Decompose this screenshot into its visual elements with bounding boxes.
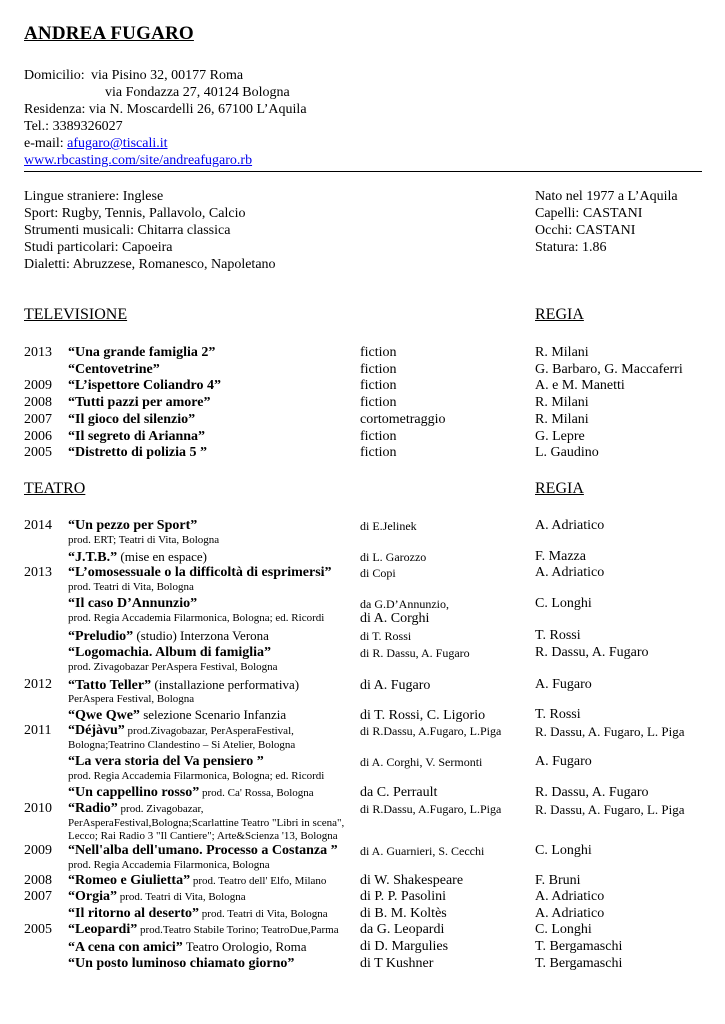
theatre-director: T. Rossi [535,707,581,722]
theatre-director: T. Bergamaschi [535,956,623,971]
telephone: Tel.: 3389326027 [24,119,123,134]
theatre-title-text: “Radio” [68,801,118,816]
theatre-heading: TEATRO [24,480,86,497]
tv-year: 2006 [24,428,52,444]
theatre-director: C. Longhi [535,596,592,611]
theatre-director: R. Dassu, A. Fugaro, L. Piga [535,802,685,817]
theatre-title [68,677,299,694]
theatre-title [68,754,264,770]
tv-category: fiction [360,428,397,444]
theatre-title-text: “La vera storia del Va pensiero ” [68,754,264,769]
theatre-director: A. Fugaro [535,754,592,769]
theatre-title-text: “Un cappellino rosso” [68,785,200,800]
theatre-author: di A. Fugaro [360,678,431,693]
tv-title: “Una grande famiglia 2” [68,345,216,360]
theatre-title [68,873,326,889]
theatre-title [68,939,307,956]
domicilio-label: Domicilio: [24,68,85,83]
theatre-year: 2010 [24,801,52,816]
info-right-item: Capelli: CASTANI [535,206,643,221]
theatre-director: A. Fugaro [535,677,592,692]
theatre-author: di T Kushner [360,956,434,971]
theatre-title-note: (studio) Interzona Verona [133,628,269,643]
theatre-production: prod. Zivagobazar PerAspera Festival, Bologna [68,661,278,673]
theatre-title-note: prod. Teatro dell' Elfo, Milano [190,875,327,887]
theatre-year: 2012 [24,677,52,692]
theatre-author: da C. Perrault [360,785,438,800]
tv-category: fiction [360,395,397,411]
theatre-title-text: “Orgia” [68,889,117,904]
theatre-director: C. Longhi [535,843,592,858]
tv-director: R. Milani [535,345,589,360]
tv-category: fiction [360,345,397,360]
theatre-director: A. Adriatico [535,565,605,580]
tv-year: 2005 [24,445,52,461]
theatre-year: 2014 [24,518,52,533]
theatre-title [68,801,204,817]
theatre-production: prod. ERT; Teatri di Vita, Bologna [68,534,220,546]
theatre-year: 2008 [24,873,52,888]
theatre-year: 2011 [24,723,52,738]
theatre-director: C. Longhi [535,922,592,937]
email-line [24,135,168,152]
theatre-title [68,889,246,905]
theatre-director: R. Dassu, A. Fugaro [535,785,649,800]
theatre-year: 2005 [24,922,52,937]
theatre-title-text: “Nell'alba dell'umano. Processo a Costanza ” [68,843,338,858]
theatre-title-text: “Leopardi” [68,922,138,937]
header-divider [24,171,702,172]
theatre-title-note: prod. Teatri di Vita, Bologna [117,891,246,903]
theatre-title-text: “Tatto Teller” [68,678,152,693]
theatre-title-text: “Preludio” [68,629,134,644]
theatre-title [68,785,314,801]
theatre-production: prod. Regia Accademia Filarmonica, Bologna [68,859,270,871]
website-line [24,152,252,169]
theatre-author: di E.Jelinek [360,519,417,533]
theatre-author: di P. P. Pasolini [360,889,446,904]
theatre-author: di W. Shakespeare [360,873,464,888]
theatre-title-note: selezione Scenario Infanzia [139,707,287,722]
theatre-title-text: “Un pezzo per Sport” [68,518,198,533]
theatre-director: A. Adriatico [535,906,605,921]
tv-year: 2009 [24,378,52,394]
tv-title: “Distretto di polizia 5 ” [68,445,207,461]
theatre-author: di Copi [360,566,396,580]
theatre-title-text: “Romeo e Giulietta” [68,873,191,888]
residenza: Residenza: via N. Moscardelli 26, 67100 L’Aquila [24,102,307,117]
theatre-production: PerAsperaFestival,Bologna;Scarlattine Teatro "Libri in scena", [68,817,345,829]
info-right-item: Statura: 1.86 [535,240,607,255]
theatre-production: prod. Regia Accademia Filarmonica, Bologna; ed. Ricordi [68,612,325,624]
theatre-production: Lecco; Rai Radio 3 "Il Cantiere"; Arte&Scienza '13, Bologna [68,830,338,842]
theatre-author: di D. Margulies [360,939,449,954]
theatre-regia-heading: REGIA [535,480,584,497]
theatre-title-text: “Logomachia. Album di famiglia” [68,645,272,660]
theatre-title [68,645,271,661]
theatre-author: di L. Garozzo [360,550,427,564]
tv-category: fiction [360,378,397,394]
tv-title: “Il gioco del silenzio” [68,411,196,427]
domicilio-address-2: via Fondazza 27, 40124 Bologna [105,85,290,100]
theatre-author: di A. Guarnieri, S. Cecchi [360,844,485,858]
tv-category: fiction [360,445,397,461]
theatre-title-note: prod. Ca' Rossa, Bologna [199,787,314,799]
tv-year: 2013 [24,345,52,360]
domicilio-address-1: via Pisino 32, 00177 Roma [91,68,244,83]
theatre-title-text: “L’omosessuale o la difficoltà di esprimersi” [68,565,332,580]
theatre-production: Bologna;Teatrino Clandestino – Si Atelier, Bologna [68,739,296,751]
theatre-title-text: “Déjàvu” [68,723,125,738]
info-left-item: Sport: Rugby, Tennis, Pallavolo, Calcio [24,206,246,221]
theatre-author: di T. Rossi, C. Ligorio [360,708,486,723]
tv-title: “Tutti pazzi per amore” [68,395,211,411]
television-heading: TELEVISIONE [24,306,128,323]
theatre-title [68,518,197,534]
tv-title: “Centovetrine” [68,361,160,377]
theatre-production: prod. Regia Accademia Filarmonica, Bologna; ed. Ricordi [68,770,325,782]
theatre-director: T. Bergamaschi [535,939,623,954]
info-right-item: Nato nel 1977 a L’Aquila [535,189,678,204]
tv-title: “L’ispettore Coliandro 4” [68,378,221,394]
tv-year: 2007 [24,411,52,427]
theatre-director: T. Rossi [535,628,581,643]
theatre-title-note: (mise en espace) [117,549,208,564]
tv-category: cortometraggio [360,411,446,427]
theatre-author-line2: di A. Corghi [360,611,430,626]
tv-category: fiction [360,361,397,377]
theatre-author: di R. Dassu, A. Fugaro [360,646,470,660]
theatre-director: A. Adriatico [535,889,605,904]
tv-director: A. e M. Manetti [535,378,625,394]
theatre-author: di R.Dassu, A.Fugaro, L.Piga [360,802,502,816]
theatre-production: PerAspera Festival, Bologna [68,693,195,705]
info-left-item: Studi particolari: Capoeira [24,240,173,255]
theatre-title [68,906,328,922]
theatre-title [68,549,207,566]
website-link[interactable]: www.rbcasting.com/site/andreafugaro.rb [24,153,253,168]
theatre-director: F. Bruni [535,873,581,888]
tv-director: R. Milani [535,411,589,427]
info-left-item: Lingue straniere: Inglese [24,189,164,204]
theatre-title [68,956,294,972]
theatre-title [68,565,332,581]
theatre-author: da G. Leopardi [360,922,445,937]
theatre-author: da G.D’Annunzio, [360,597,449,611]
email-label: e-mail: [24,136,64,151]
info-left-item: Strumenti musicali: Chitarra classica [24,223,231,238]
theatre-year: 2007 [24,889,52,904]
tv-year: 2008 [24,395,52,411]
theatre-author: di R.Dassu, A.Fugaro, L.Piga [360,724,502,738]
theatre-title-text: “A cena con amici” [68,940,183,955]
theatre-year: 2013 [24,565,52,580]
television-regia-heading: REGIA [535,306,584,323]
tv-director: G. Barbaro, G. Maccaferri [535,361,683,377]
theatre-title-note: prod.Zivagobazar, PerAsperaFestival, [124,725,294,737]
theatre-title [68,596,197,612]
theatre-year: 2009 [24,843,52,858]
theatre-title-text: “Il ritorno al deserto” [68,906,200,921]
theatre-production: prod. Teatri di Vita, Bologna [68,581,194,593]
theatre-title [68,922,339,938]
email-link[interactable]: afugaro@tiscali.it [67,136,168,151]
theatre-title [68,723,294,739]
theatre-title [68,628,269,645]
theatre-title-note: Teatro Orologio, Roma [182,939,307,954]
theatre-author: di A. Corghi, V. Sermonti [360,755,483,769]
theatre-director: F. Mazza [535,549,586,564]
theatre-title [68,843,338,859]
tv-director: R. Milani [535,395,589,411]
tv-title: “Il segreto di Arianna” [68,428,206,444]
theatre-title-note: (installazione performativa) [151,677,300,692]
info-left-item: Dialetti: Abruzzese, Romanesco, Napoletano [24,257,276,272]
theatre-author: di T. Rossi [360,629,412,643]
tv-director: G. Lepre [535,428,585,444]
theatre-title [68,707,286,724]
theatre-title-text: “Qwe Qwe” [68,708,140,723]
theatre-title-text: “J.T.B.” [68,550,118,565]
theatre-title-note: prod. Teatri di Vita, Bologna [199,908,328,920]
theatre-title-note: prod.Teatro Stabile Torino; TeatroDue,Parma [137,924,339,936]
theatre-title-text: “Il caso D’Annunzio” [68,596,198,611]
theatre-director: A. Adriatico [535,518,605,533]
theatre-title-text: “Un posto luminoso chiamato giorno” [68,956,295,971]
theatre-director: R. Dassu, A. Fugaro [535,645,649,660]
cv-name: ANDREA FUGARO [24,23,194,44]
tv-director: L. Gaudino [535,445,599,461]
theatre-director: R. Dassu, A. Fugaro, L. Piga [535,724,685,739]
info-right-item: Occhi: CASTANI [535,223,636,238]
theatre-title-note: prod. Zivagobazar, [117,803,204,815]
theatre-author: di B. M. Koltès [360,906,447,921]
